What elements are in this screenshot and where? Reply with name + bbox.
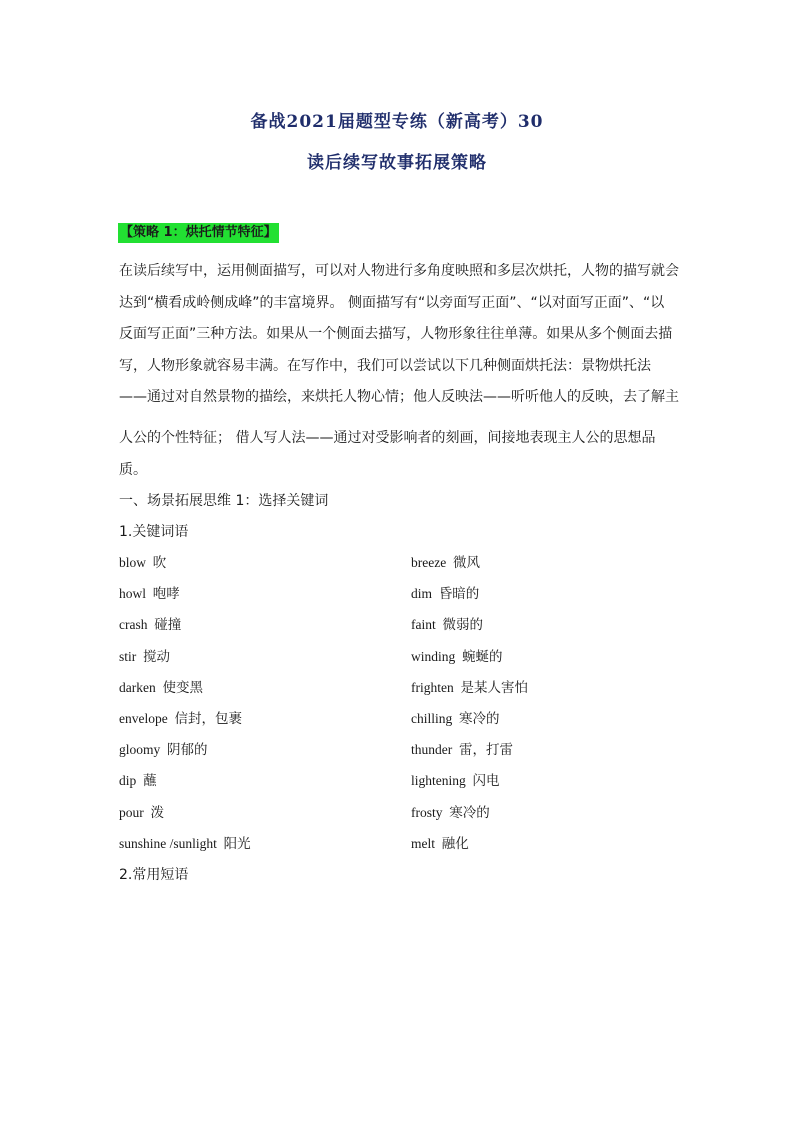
word-zh: 寒冷的 [459,710,500,727]
page-title: 备战2021届题型专练（新高考）30 [250,112,544,132]
word-zh: 微风 [452,555,480,571]
word-en: melt [411,835,435,851]
vocabulary-item [119,645,170,665]
word-zh: 泼 [150,804,164,821]
word-zh: 使变黑 [162,679,203,696]
word-en: sunshine /sunlight [119,835,217,851]
word-zh: 搅动 [143,648,171,665]
vocabulary-item [119,613,181,633]
paragraph-line: ——通过对自然景物的描绘，来烘托人物心情；他人反映法——听听他人的反映，去了解主 [119,389,679,406]
word-zh: 是某人害怕 [460,679,528,696]
paragraph-line: 在读后续写中，运用侧面描写，可以对人物进行多角度映照和多层次烘托，人物的描写就会 [119,263,679,279]
vocabulary-item [119,707,242,727]
paragraph-line: 质。 [119,461,147,478]
word-zh: 阳光 [223,835,251,852]
section-heading: 一、场景拓展思维 1：选择关键词 [119,493,329,509]
vocabulary-item [411,582,479,602]
word-en: darken [119,679,156,695]
vocabulary-row [119,551,679,582]
word-zh: 昏暗的 [438,586,480,603]
word-en: frosty [411,804,443,820]
continuation-paragraph [119,423,679,486]
word-zh: 寒冷的 [449,804,490,821]
vocabulary-list [119,551,679,863]
word-zh: 咆哮 [152,586,180,603]
vocabulary-row [119,676,679,707]
word-en: dim [411,586,433,602]
vocabulary-item [411,707,500,727]
vocabulary-item [119,582,180,602]
paragraph-line: 人公的个性特征； 借人写人法——通过对受影响者的刻画，间接地表现主人公的思想品 [119,430,656,446]
vocabulary-row [119,707,679,738]
intro-paragraph [119,256,679,414]
word-zh: 雷，打雷 [459,742,513,759]
word-zh: 碰撞 [154,617,182,634]
word-zh: 融化 [441,835,469,852]
keywords-subheading: 1.关键词语 [119,524,189,540]
vocabulary-item [119,801,164,821]
word-en: pour [119,804,144,820]
word-en: breeze [411,555,447,570]
vocabulary-item [411,769,500,789]
vocabulary-item [411,613,483,633]
vocabulary-item [119,676,203,696]
strategy-tag: 【策略 1：烘托情节特征】 [118,223,279,243]
word-en: howl [119,586,146,602]
word-en: dip [119,773,137,789]
paragraph-line: 反面写正面”三种方法。如果从一个侧面去描写，人物形象往往单薄。如果从多个侧面去描 [119,326,673,343]
vocabulary-item [411,801,490,821]
word-zh: 蜿蜒的 [462,648,503,665]
vocabulary-item [411,832,469,852]
word-en: lightening [411,773,466,789]
vocabulary-row [119,582,679,613]
word-en: frighten [411,679,454,695]
word-zh: 信封，包裹 [174,710,242,727]
vocabulary-item [119,832,251,852]
word-en: stir [119,648,137,664]
word-en: gloomy [119,742,161,758]
vocabulary-item [119,769,157,789]
word-zh: 阴郁的 [167,742,208,759]
word-en: winding [411,648,456,664]
vocabulary-item [411,645,503,665]
vocabulary-item [411,676,528,696]
word-en: envelope [119,710,168,726]
vocabulary-item [411,551,480,571]
word-en: crash [119,617,148,633]
paragraph-line: 达到“横看成岭侧成峰”的丰富境界。 侧面描写有“以旁面写正面”、“以对面写正面”、“以 [119,294,665,311]
word-en: blow [119,555,146,570]
page-subtitle: 读后续写故事拓展策略 [307,153,487,173]
vocabulary-row [119,801,679,832]
word-en: thunder [411,742,453,758]
vocabulary-row [119,769,679,800]
word-zh: 吹 [152,555,167,571]
word-zh: 蘸 [143,773,157,790]
paragraph-line: 写，人物形象就容易丰满。在写作中，我们可以尝试以下几种侧面烘托法：景物烘托法 [119,357,651,374]
word-zh: 闪电 [472,773,500,790]
vocabulary-row [119,645,679,676]
vocabulary-item [119,551,166,571]
vocabulary-row [119,832,679,863]
phrases-subheading: 2.常用短语 [119,867,189,883]
vocabulary-item [119,738,208,758]
vocabulary-row [119,613,679,644]
word-zh: 微弱的 [442,617,483,634]
word-en: chilling [411,710,453,726]
vocabulary-item [411,738,513,758]
vocabulary-row [119,738,679,769]
word-en: faint [411,617,436,633]
